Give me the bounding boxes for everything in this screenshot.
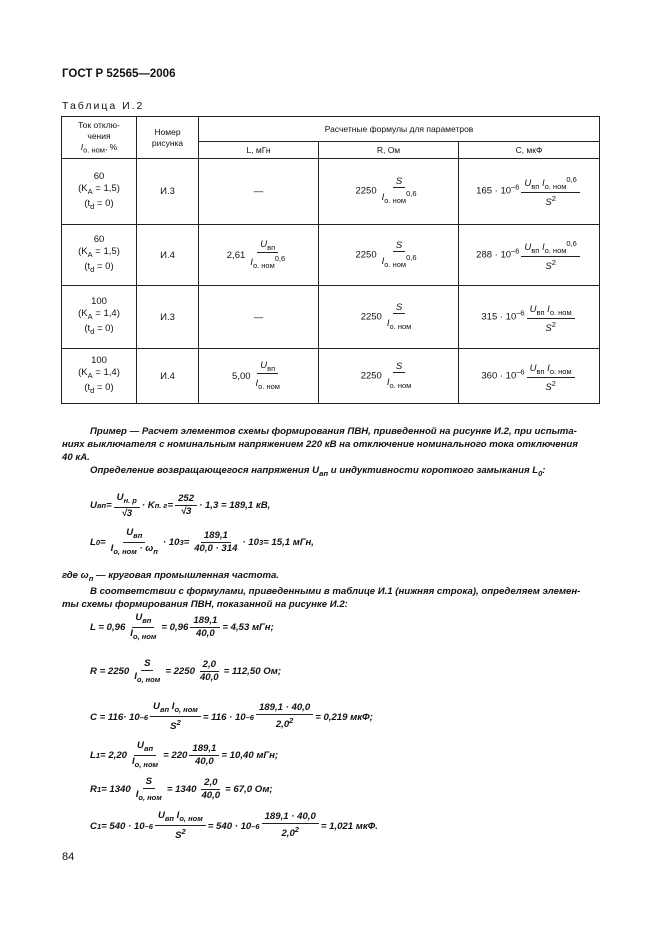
cell-R-formula: 2250 S $I_{о. ном}^{0,6}$ <box>319 159 459 225</box>
equation-L: L = 0,96 $U_{вп}$ $I_{о, ном}$ = 0,96 $\frac{189,1}{40,0}$ = 4,53 мГн; <box>90 612 274 641</box>
equation-C: C = 116· 10 –6 $U_{вп}$ $I_{о, ном}$ $S^2$ = 116 · 10 –6 $\frac{189,1 \cdot 40,0}{2,0^2}$ = 0,219 мкФ; <box>90 701 373 733</box>
cell-L-formula: 2,61 $U_{вп}$ $I_{о. ном}^{0,6}$ <box>199 225 319 286</box>
equation-R1: R 1 = 1340 S $I_{о, ном}$ = 1340 $\frac{2,0}{40,0}$ = 67,0 Ом; <box>90 776 273 802</box>
table-row <box>62 159 600 225</box>
cell-R-formula: 2250 S $I_{о. ном}^{0,6}$ <box>319 225 459 286</box>
equation-l0: L 0 = $U_{вп}$ $I_{о, ном} \cdot \omega_п$ · 10 3 = $\frac{189,1}{40,0 \cdot 314}$ · 10 3 = 15,1 мГн, <box>90 527 314 556</box>
header-figure: Номер рисунка <box>137 117 199 159</box>
table-row <box>62 349 600 404</box>
formula-table <box>61 116 600 404</box>
according-paragraph: где $\omega_п$ — круговая промышленная частота. В соответствии с формулами, приведенными в таблице И.1 (нижняя строка), определяем элемен- ты схемы формирования ПВН, показанной на рисунке И.2: <box>62 570 581 610</box>
header-formulas: Расчетные формулы для параметров <box>199 117 600 142</box>
cell-C-formula: $165 \cdot 10^{-6}$ $U_{вп}$ $I_{о. ном}^{0,6}$ $S^2$ <box>459 159 600 225</box>
table-row <box>62 286 600 349</box>
page-number: 84 <box>62 851 75 863</box>
equation-L1: L 1 = 2,20 $U_{вп}$ $I_{о, ном}$ = 220 $\frac{189,1}{40,0}$ = 10,40 мГн; <box>90 740 279 769</box>
determine-line: Определение возвращающегося напряжения $U_{вп}$ и индуктивности короткого замыкания $L_0$: <box>90 465 546 478</box>
cell-current: 100 $(K_A = 1,4)$ $(t_d = 0)$ <box>62 286 137 349</box>
cell-figure: И.4 <box>137 225 199 286</box>
equation-u: U вп = $U_{н. р}$ √3 · K п. г = $\frac{252}{√3}$ · 1,3 = 189,1 кВ, <box>90 492 271 519</box>
cell-current: 60 $(K_A = 1,5)$ $(t_d = 0)$ <box>62 225 137 286</box>
cell-figure: И.3 <box>137 159 199 225</box>
header-L: L, мГн <box>199 142 319 159</box>
header-C: С, мкФ <box>459 142 600 159</box>
cell-C-formula: $288 \cdot 10^{-6}$ $U_{вп}$ $I_{о. ном}^{0,6}$ $S^2$ <box>459 225 600 286</box>
cell-L-formula: — <box>199 286 319 349</box>
equation-C1: C 1 = 540 · 10 –6 $U_{вп}$ $I_{о, ном}$ $S^2$ = 540 · 10 –6 $\frac{189,1 \cdot 40,0}{2,0^2}$ = 1,021 мкФ. <box>90 810 378 842</box>
header-R: R, Ом <box>319 142 459 159</box>
cell-current: 60 $(K_A = 1,5)$ $(t_d = 0)$ <box>62 159 137 225</box>
example-paragraph: Пример — Расчет элементов схемы формирования ПВН, приведенной на рисунке И.2, при испыта- ниях выключателя с номинальным напряжением 220 кВ на отключение номинального тока отключения 40 кА. <box>62 426 578 463</box>
cell-C-formula: $315 \cdot 10^{-6}$ $U_{вп}$ $I_{о. ном}$ $S^2$ <box>459 286 600 349</box>
table-row <box>62 225 600 286</box>
cell-R-formula: 2250 S $I_{о. ном}$ <box>319 349 459 404</box>
table-caption: Таблица И.2 <box>62 100 145 112</box>
cell-figure: И.4 <box>137 349 199 404</box>
cell-C-formula: $360 \cdot 10^{-6}$ $U_{вп}$ $I_{о. ном}$ $S^2$ <box>459 349 600 404</box>
equation-R: R = 2250 S $I_{о, ном}$ = 2250 $\frac{2,0}{40,0}$ = 112,50 Ом; <box>90 658 282 684</box>
cell-R-formula: 2250 S $I_{о. ном}$ <box>319 286 459 349</box>
document-header: ГОСТ Р 52565—2006 <box>62 68 176 80</box>
cell-L-formula: 5,00 $U_{вп}$ $I_{о. ном}$ <box>199 349 319 404</box>
cell-current: 100 $(K_A = 1,4)$ $(t_d = 0)$ <box>62 349 137 404</box>
cell-figure: И.3 <box>137 286 199 349</box>
cell-L-formula: — <box>199 159 319 225</box>
header-current: Ток отклю- чения $I_{о. ном}$, % <box>62 117 137 159</box>
